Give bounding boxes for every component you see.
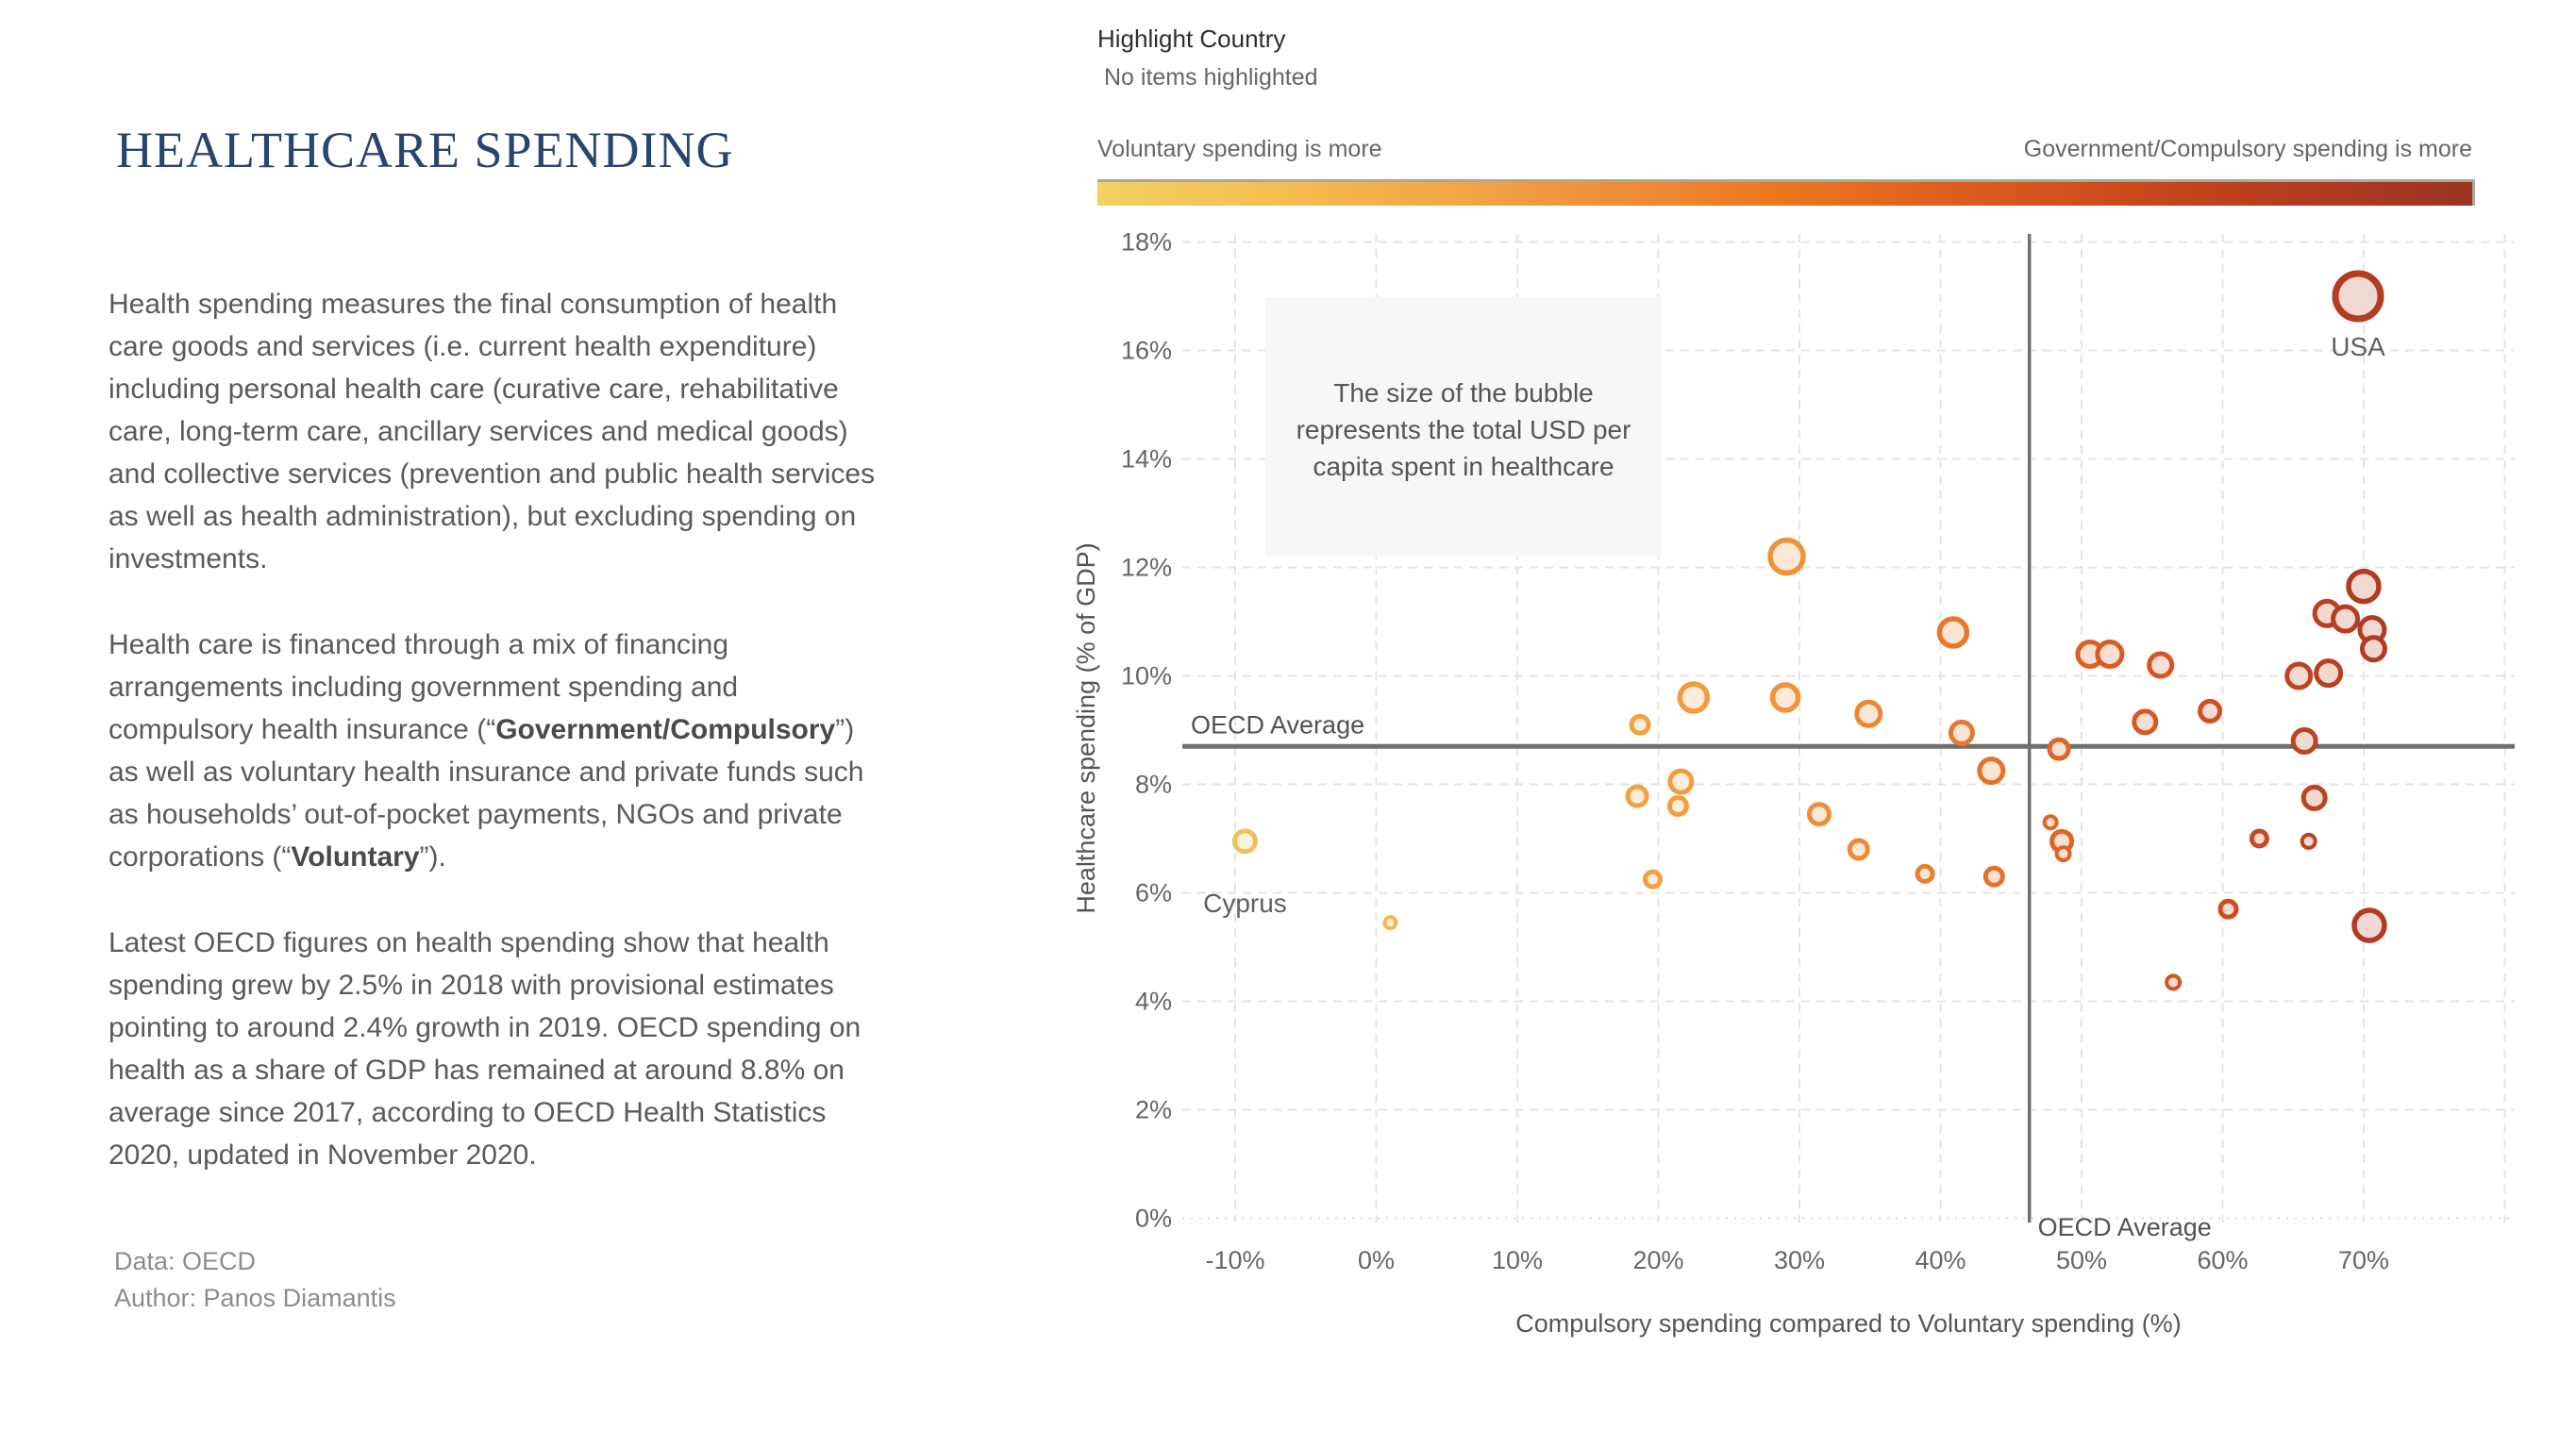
bubble[interactable] bbox=[2166, 975, 2180, 989]
bubble[interactable] bbox=[2349, 572, 2379, 602]
y-tick-label: 2% bbox=[1134, 1095, 1172, 1124]
bubble[interactable] bbox=[2293, 730, 2316, 753]
x-tick-label: 40% bbox=[1915, 1246, 1966, 1274]
y-tick-label: 10% bbox=[1120, 661, 1172, 690]
highlight-country-label: Highlight Country bbox=[1097, 25, 1286, 53]
description-paragraph: Latest OECD figures on health spending show that health spending grew by 2.5% in 2018 with provisional estimates pointing to around 2.4% growth in 2019. OECD spending on health as a share of GDP has remained at around 8.8% on average since 2017, according to OECD Health Statistics 2020, updated in November 2020. bbox=[109, 927, 861, 1171]
y-tick-label: 16% bbox=[1120, 336, 1172, 365]
bubble[interactable] bbox=[1631, 716, 1648, 733]
bubble[interactable] bbox=[1917, 866, 1932, 881]
y-tick-label: 18% bbox=[1120, 227, 1172, 257]
oecd-average-vline-label: OECD Average bbox=[2037, 1213, 2212, 1241]
bubble[interactable] bbox=[1669, 798, 1686, 815]
bubble-cyprus[interactable] bbox=[1234, 831, 1255, 852]
bubble[interactable] bbox=[2220, 901, 2236, 917]
x-axis-title: Compulsory spending compared to Voluntary spending (%) bbox=[1515, 1309, 2182, 1338]
x-tick-label: 0% bbox=[1357, 1246, 1396, 1274]
bubble[interactable] bbox=[2045, 816, 2057, 828]
oecd-average-hline-label: OECD Average bbox=[1191, 710, 1365, 740]
bubble[interactable] bbox=[2362, 638, 2384, 660]
y-tick-label: 0% bbox=[1134, 1204, 1172, 1233]
bubble[interactable] bbox=[2317, 661, 2341, 686]
bubble[interactable] bbox=[1646, 872, 1661, 887]
bubble[interactable] bbox=[2057, 847, 2070, 860]
bubble[interactable] bbox=[1628, 787, 1647, 806]
legend-right-label: Government/Compulsory spending is more bbox=[2023, 136, 2472, 162]
x-tick-label: 30% bbox=[1773, 1246, 1826, 1274]
bubble[interactable] bbox=[1939, 619, 1966, 646]
bubble-usa[interactable] bbox=[2335, 274, 2381, 319]
bubble[interactable] bbox=[2049, 740, 2068, 758]
bubble[interactable] bbox=[2098, 642, 2122, 667]
bubble[interactable] bbox=[1770, 541, 1803, 574]
y-tick-label: 6% bbox=[1134, 878, 1172, 907]
y-tick-label: 14% bbox=[1120, 444, 1172, 474]
bubble[interactable] bbox=[1670, 771, 1692, 792]
bubble[interactable] bbox=[2303, 787, 2325, 808]
highlight-country-control[interactable]: No items highlighted bbox=[1104, 64, 1318, 91]
author-text: Author: Panos Diamantis bbox=[114, 1284, 396, 1312]
page-title: HEALTHCARE SPENDING bbox=[116, 122, 734, 178]
y-axis-title: Healthcare spending (% of GDP) bbox=[1072, 542, 1100, 914]
bubble[interactable] bbox=[1985, 868, 2002, 885]
bubble[interactable] bbox=[2200, 701, 2220, 721]
bubble[interactable] bbox=[1980, 759, 2003, 783]
bubble[interactable] bbox=[1680, 684, 1707, 711]
bubble[interactable] bbox=[2333, 607, 2358, 631]
x-tick-label: 10% bbox=[1491, 1246, 1544, 1274]
x-tick-label: 70% bbox=[2337, 1246, 2390, 1274]
bubble[interactable] bbox=[2354, 910, 2384, 940]
y-tick-label: 8% bbox=[1134, 770, 1172, 799]
bubble[interactable] bbox=[1857, 702, 1881, 725]
data-source-text: Data: OECD bbox=[114, 1247, 257, 1275]
x-tick-label: 60% bbox=[2197, 1246, 2249, 1274]
bubble[interactable] bbox=[1809, 805, 1829, 824]
bubble[interactable] bbox=[2302, 835, 2316, 848]
point-label-cyprus: Cyprus bbox=[1203, 888, 1287, 918]
bubble[interactable] bbox=[1773, 685, 1798, 710]
description-paragraph: Health care is financed through a mix of financing arrangements including government spending and compulsory health insurance (“Government/Compulsory”) as well as voluntary health insurance and private funds such as households’ out-of-pocket payments, NGOs and private corporations (“Voluntary”). bbox=[109, 629, 864, 873]
bubble-size-note-text: represents the total USD per bbox=[1296, 415, 1631, 444]
description-paragraph: Health spending measures the final consumption of health care goods and services (i.e. current health expenditure) including personal health care (curative care, rehabilitative care, long-term care, ancillary services and medical goods) and collective services (prevention and public health services as well as health administration), but excluding spending on investments. bbox=[109, 289, 876, 574]
bubble[interactable] bbox=[1849, 840, 1867, 858]
y-tick-label: 12% bbox=[1120, 553, 1172, 582]
bubble-size-note-text: capita spent in healthcare bbox=[1313, 452, 1614, 481]
y-tick-label: 4% bbox=[1134, 987, 1172, 1016]
bubble[interactable] bbox=[1950, 722, 1972, 743]
bubble-size-note-text: The size of the bubble bbox=[1333, 378, 1594, 407]
legend-left-label: Voluntary spending is more bbox=[1097, 136, 1382, 162]
bubble[interactable] bbox=[2134, 711, 2156, 733]
point-label-usa: USA bbox=[2331, 332, 2385, 361]
x-tick-label: 50% bbox=[2055, 1246, 2108, 1274]
bubble[interactable] bbox=[2251, 831, 2267, 846]
bubble[interactable] bbox=[2149, 654, 2172, 676]
x-tick-label: 20% bbox=[1632, 1246, 1684, 1274]
bubble[interactable] bbox=[2287, 664, 2311, 688]
x-tick-label: -10% bbox=[1205, 1246, 1265, 1274]
bubble[interactable] bbox=[1384, 917, 1396, 928]
